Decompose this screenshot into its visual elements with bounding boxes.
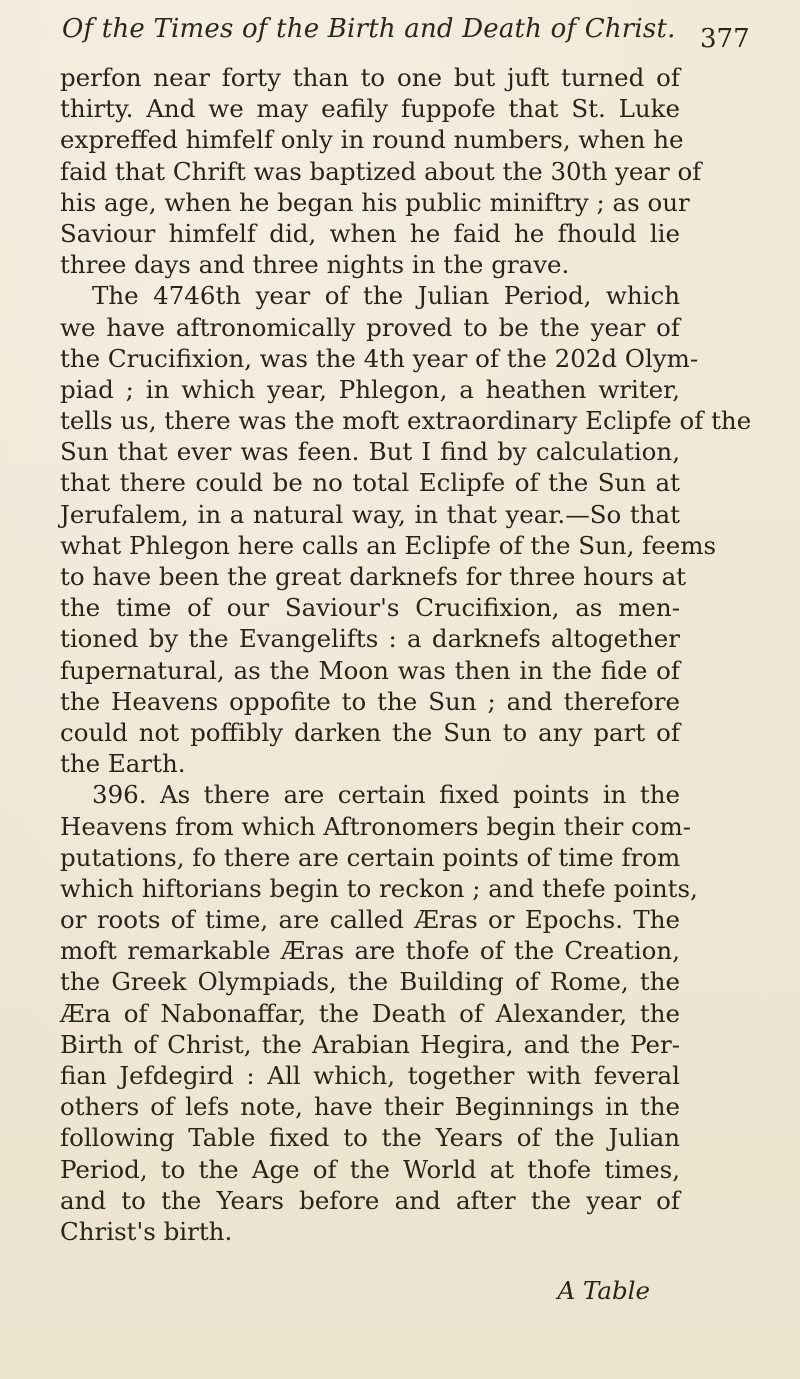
text-line: Christ's birth. [60, 1216, 233, 1246]
text-line: fupernatural, as the Moon was then in the fide of [60, 655, 680, 685]
running-head: Of the Times of the Birth and Death of Christ. [62, 14, 676, 44]
text-line: tells us, there was the moft extraordinary Eclipfe of the [60, 406, 752, 436]
text-line: Heavens from which Aftronomers begin their com- [60, 811, 692, 841]
text-line: putations, fo there are certain points of time from [60, 842, 681, 872]
text-line: we have aftronomically proved to be the year of [60, 312, 680, 342]
text-line: faid that Chrift was baptized about the 30th year of [60, 156, 702, 186]
text-line: Birth of Christ, the Arabian Hegira, and the Per- [60, 1029, 680, 1059]
text-line: the Earth. [60, 749, 186, 779]
text-line: what Phlegon here calls an Eclipfe of the Sun, feems [60, 530, 717, 560]
text-line: Saviour himfelf did, when he faid he fhould lie [60, 218, 680, 248]
text-line: Sun that ever was feen. But I find by calculation, [60, 437, 680, 467]
text-line: Jerufalem, in a natural way, in that year.—So that [60, 499, 680, 529]
text-line: the Crucifixion, was the 4th year of the 202d Olym- [60, 343, 699, 373]
text-line: the Heavens oppofite to the Sun ; and therefore [60, 686, 680, 716]
text-line: to have been the great darknefs for three hours at [60, 562, 687, 591]
text-line: which hiftorians begin to reckon ; and thefe points, [60, 873, 698, 903]
text-line: three days and three nights in the grave. [60, 250, 570, 280]
text-line: moft remarkable Æras are thofe of the Creation, [60, 936, 680, 966]
text-line: Period, to the Age of the World at thofe times, [60, 1154, 680, 1184]
text-line: and to the Years before and after the year of [60, 1185, 680, 1215]
text-line: tioned by the Evangelifts : a darknefs altogether [60, 624, 680, 654]
text-line: could not poffibly darken the Sun to any part of [60, 717, 680, 747]
text-line: that there could be no total Eclipfe of the Sun at [60, 468, 680, 498]
catchword: A Table [557, 1276, 650, 1306]
text-line: Æra of Nabonaffar, the Death of Alexander, the [60, 998, 680, 1028]
text-line: expreffed himfelf only in round numbers, when he [60, 125, 684, 155]
text-line: the Greek Olympiads, the Building of Rome, the [60, 967, 680, 997]
paragraph-start-line: 396. As there are certain fixed points in the [92, 780, 680, 810]
text-line: fian Jefdegird : All which, together with feveral [60, 1061, 680, 1090]
text-line: others of lefs note, have their Beginnings in the [60, 1092, 680, 1122]
page-number: 377 [700, 24, 750, 54]
text-line: the time of our Saviour's Crucifixion, as men- [60, 593, 680, 623]
text-line: his age, when he began his public miniftry ; as our [60, 187, 690, 217]
text-line: perfon near forty than to one but juft turned of [60, 63, 680, 92]
text-line: following Table fixed to the Years of the Julian [60, 1123, 680, 1153]
body-text [60, 62, 752, 1306]
paragraph-start-line: The 4746th year of the Julian Period, which [92, 281, 680, 311]
text-line: or roots of time, are called Æras or Epochs. The [60, 905, 680, 935]
text-line: thirty. And we may eafily fuppofe that St. Luke [60, 94, 680, 124]
text-line: piad ; in which year, Phlegon, a heathen writer, [60, 374, 680, 404]
